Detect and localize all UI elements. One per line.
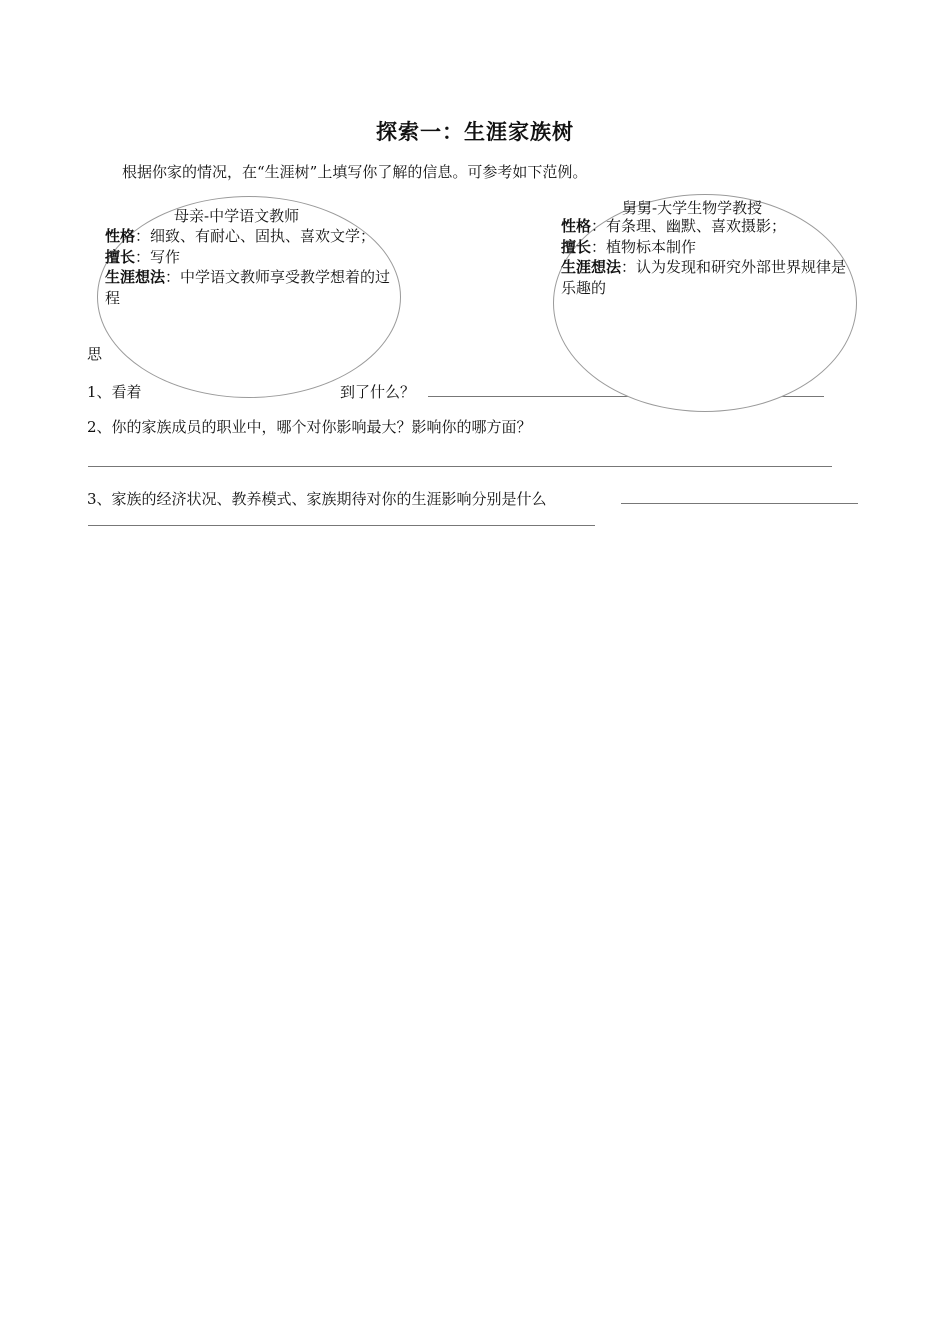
answer-line-3a[interactable] <box>621 503 858 504</box>
reflection-heading: 思 <box>87 345 103 363</box>
uncle-specialty-label: 擅长 <box>561 237 592 256</box>
intro-text: 根据你家的情况，在“生涯树”上填写你了解的信息。可参考如下范例。 <box>122 163 588 181</box>
question-1-end: 到了什么？ <box>340 383 416 401</box>
uncle-role: 舅舅-大学生物学教授 <box>622 199 763 217</box>
answer-line-2[interactable] <box>88 466 832 467</box>
answer-line-3b[interactable] <box>88 525 595 526</box>
mother-details <box>105 226 395 308</box>
uncle-personality: ：有条理、幽默、喜欢摄影； <box>591 217 787 235</box>
uncle-view-label: 生涯想法 <box>561 258 622 276</box>
page-title: 探索一：生涯家族树 <box>376 120 574 144</box>
uncle-view: ：认为发现和研究外部世界规律是乐趣的 <box>561 258 847 297</box>
uncle-personality-label: 性格 <box>561 217 592 235</box>
question-3: 3、家族的经济状况、教养模式、家族期待对你的生涯影响分别是什么 <box>87 490 547 508</box>
question-2: 2、你的家族成员的职业中，哪个对你影响最大？影响你的哪方面？ <box>87 418 532 436</box>
mother-specialty-label: 擅长 <box>105 247 136 266</box>
mother-specialty: ：写作 <box>135 247 181 266</box>
mother-role: 母亲-中学语文教师 <box>174 207 300 225</box>
question-1-start: 1、看着 <box>87 383 142 401</box>
mother-view: ：中学语文教师享受教学想着的过程 <box>105 268 391 307</box>
uncle-specialty: ：植物标本制作 <box>591 237 697 256</box>
mother-personality: ：细致、有耐心、固执、喜欢文学； <box>135 227 376 245</box>
mother-personality-label: 性格 <box>105 227 136 245</box>
mother-view-label: 生涯想法 <box>105 268 166 286</box>
uncle-details <box>561 216 849 298</box>
